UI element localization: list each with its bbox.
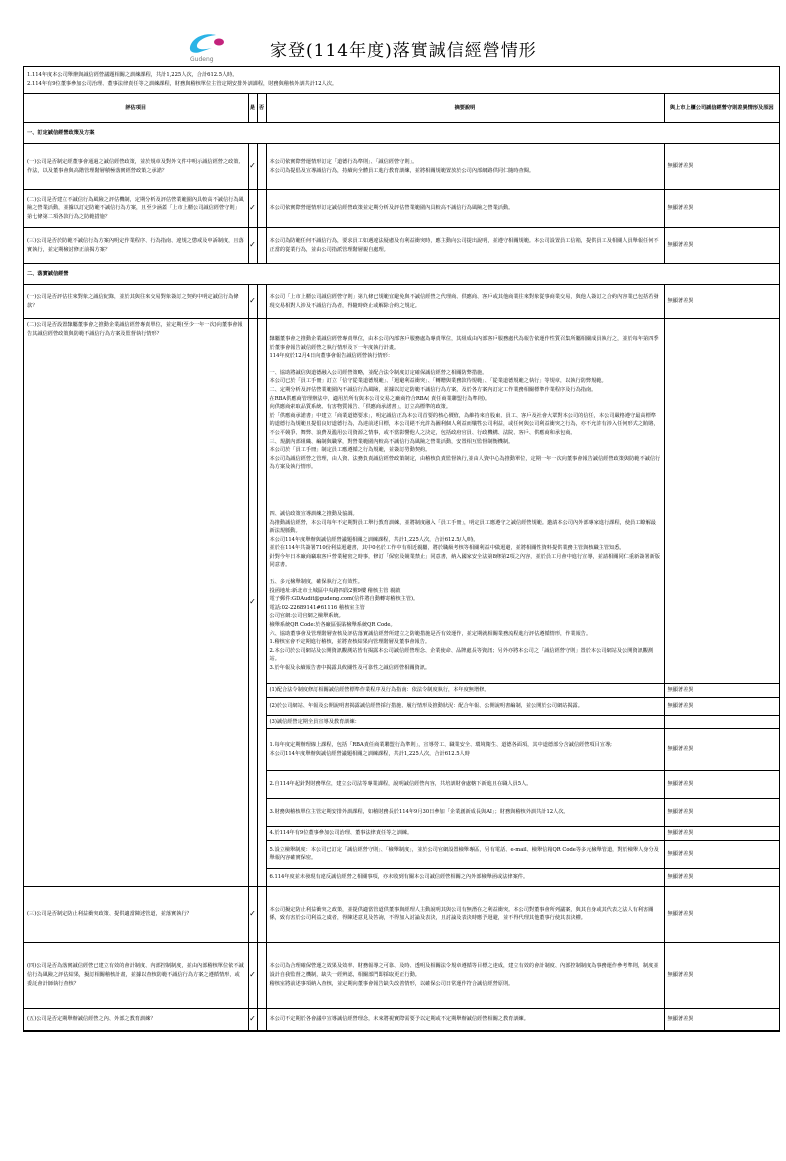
header-yes: 是 [248,94,257,123]
item-cell: (二)公司是否建立不誠信行為風險之評估機制，定期分析及評估營業範圍內具較高不誠信行為風險之營業活動，並據以訂定防範不誠信行為方案，且至少涵蓋「上市上櫃公司誠信經營守則」第七條第二項各款行為之防範措施？ [24,190,248,228]
spacer [270,361,661,369]
yes-check-icon: ✓ [248,190,257,228]
desc-cell [266,190,664,228]
table-row [24,144,779,190]
item-cell: (三)公司是否制定防止利益衝突政策、提供適當陳述管道，並落實執行？ [24,886,248,942]
page-title: 家登(114年度)落實誠信經營情形 [270,41,537,61]
item-cell: (二)公司是否設置隸屬董事會之推動企業誠信經營專責單位，並定期(至少一年一次)向董事會報告其誠信經營政策與防範不誠信行為方案及監督執行情形？ [24,319,248,887]
desc-cell: 3.財務與稽核單位主管定期安排外訓課程，如稽財務長於114年9月30日參加「企業創新成長與AI」；財務與稽核外訓共計12人次。 [266,799,664,827]
header-diff: 與上市上櫃公司誠信經營守則差異情形及原因 [664,94,779,123]
desc-paragraph: 本公司擬定防止利益衝突之政策，並提供適當管道供董事與經理人主動說明其與公司有無潛在之利益衝突。本公司對董事會所列議案，與其自身或其代表之法人有利害關係，致有害於公司利益之虞者，得陳述意見及答詢，不得加入討論及表決，且討論及表決時應予迴避，並不得代理其他董事行使其表決權。 [269,906,654,922]
desc-paragraph: 一、協助將誠信與道德融入公司經營策略，並配合法令制度訂定確保誠信經營之相關防弊措施。 [269,369,488,376]
desc-cell [266,228,664,264]
header-desc: 摘要說明 [266,94,664,123]
table-header-row [24,94,779,123]
table-row [24,319,779,684]
item-cell: (五)公司是否定期舉辦誠信經營之內、外部之教育訓練？ [24,1008,248,1030]
section-title: 二、落實誠信經營 [24,264,779,285]
desc-cell: 6.114年度並未發現有違反誠信經營之相關事項，亦未收到有關本公司誠信經營相關之內外部檢舉函或法律案件。 [266,868,664,886]
spacer [270,673,661,681]
no-cell [257,1008,266,1030]
diff-cell: 無顯著差異 [664,886,779,942]
desc-cell [266,285,664,319]
item-cell: (四)公司是否為落實誠信經營已建立有效的會計制度、內部控制制度，並由內部稽核單位依不誠信行為風險之評估結果，擬訂相關稽核計畫，並據以查核防範不誠信行為方案之遵循情形，或委託會計師執行查核？ [24,942,248,1008]
desc-paragraph: 四、誠信政策宣導訓練之推動及協調。 [269,510,358,517]
diff-cell: 無顯著差異 [664,868,779,886]
intro-line: 2.114年有9位董事參加公司治理、董事法律責任等之訓練課程，財務與稽核單位主管定期安排外訓課程，財務與稽核外訓共計12人次。 [27,80,338,87]
header-item: 評估項目 [24,94,248,123]
desc-paragraph: 隸屬董事會之推動企業誠信經營專責單位，由本公司內部客戶服務處為專責單位，其組成由內部客戶服務處代為報告依運作性質召集所屬相關成員執行之，並於每年第四季於董事會報告誠信經營之執行情形及下一年度執行計畫。 [269,336,659,351]
desc-paragraph: 投函地址:新北市土城區中央路四段2號9樓 稽核主管 親啟 [269,587,401,594]
desc-cell: (2)於公司網站、年報及公開說明書揭露誠信經營採行措施、履行情形及推動狀況：配合年報、公開說明書編制，並公開於公司網站揭露。 [266,697,664,715]
desc-paragraph: 三、規劃內部組織、編制與職掌，對營業範圍內較高不誠信行為風險之營業活動，安置相互監督制衡機制。 [269,438,514,445]
diff-cell: 無顯著差異 [664,729,779,771]
diff-cell: 無顯著差異 [664,683,779,697]
desc-paragraph: 於「供應商承諾書」中建立「商業道德要求」，明定誠信正為本公司首要的核心價值，為維持來自股東、員工、客戶及社會大眾對本公司的信任，本公司嚴格遵守最高標準的道德行為規範且提倡良好道德行為，為達前述目標，本公司絕不允許為圖利個人利益而犧牲公司利益，或任何與公司利益衝突之行為，亦不允許有涉入任何形式之賄賂，不公平競爭、舞弊、浪費及濫用公司資源之情事，或不當影響他人之決定，包括政府官員、行政機構、法院、客戶、供應商和承包商。 [269,412,659,436]
diff-cell: 無顯著差異 [664,799,779,827]
table-row [24,285,779,319]
table-row [24,886,779,942]
desc-paragraph: 並於在114年共簽署710份利益迴避書，其中0名於工作中有相近親屬，將於職級考核等相關利益中做迴避，並將相關性資料提供業務主管與核職主管知悉。 [269,545,625,552]
table-row [24,1008,779,1030]
item-cell: (三)公司是否於防範不誠信行為方案內明定作業程序、行為指南、違規之懲戒及申訴制度，且落實執行，並定期檢討修正前揭方案？ [24,228,248,264]
diff-cell: 無顯著差異 [664,840,779,868]
desc-paragraph: 在RBA供應商管理辦法中，適用於所有與本公司交易之廠商符合RBA( 責任商業聯盟行為準則)。 [269,395,491,402]
desc-cell: (1)配合法令制度修訂相關誠信經營標準作業程序及行為指南：依法令制度執行，本年度無增修。 [266,683,664,697]
desc-cell: 1.每年度定期辦理線上課程，包括「RBA責任商業聯盟行為準則」，宣導勞工、職業安全、環境衛生、道德各面項，其中道德部分含誠信經營項目宣導; 本公司114年度舉辦與誠信經營議題相關之訓練課程，共計1,225人次，合計612.5人時 [266,729,664,771]
no-cell [257,886,266,942]
desc-paragraph: 向供應商索取品質系統、有害物質報告、「供應商承諾書」，訂立高標準的政策。 [269,404,452,411]
yes-check-icon: ✓ [248,319,257,887]
desc-paragraph: 本公司「上市上櫃公司誠信經營守則」第九條已規範宜避免與不誠信經營之代理商、供應商、客戶或其他商業往來對象從事商業交易，與他人簽訂之合約內容業已包括若發現交易相對人涉及不誠信行為者，得隨時終止或解除合約之規定。 [269,293,659,309]
diff-cell: 無顯著差異 [664,190,779,228]
desc-cell: 5.設立檢舉制度：本公司已訂定「誠信經營守則」、「檢舉制度」，並於公司官網設置檢舉專區，另有電話、e-mail、檢舉信箱QR Code等多元檢舉管道，對於檢舉人身分及舉報內容確實保密。 [266,840,664,868]
header-no: 否 [257,94,266,123]
diff-cell: 無顯著差異 [664,827,779,841]
no-cell [257,190,266,228]
diff-cell: 無顯著差異 [664,697,779,715]
desc-paragraph: 1.稽核室會不定期進行稽核，並將查核結果向管理階層及董事會報告。 [269,639,431,646]
desc-paragraph: 本公司依實際營運情形訂定「道德行為準則」、「誠信經營守則」。 [269,158,418,165]
desc-paragraph: 為推動誠信經營，本公司每年不定期對員工舉行教育訓練，並將制度融入「員工手冊」，明定員工應遵守之誠信經營規範。邀請本公司內外部專家進行課程，使員工瞭解最新法規脈動。 [269,519,656,535]
desc-paragraph: 稽核室將前述事項納入查核，並定期向董事會報告缺失改善情形，以確保公司日常運作符合誠信經營原則。 [269,980,514,987]
item-cell: (一)公司是否評估往來對象之誠信紀錄，並於其與往來交易對象簽訂之契約中明定誠信行為條款？ [24,285,248,319]
table-row [24,942,779,1008]
desc-paragraph: 本公司不定期於各會議中宣導誠信經營理念，未來將視實際需要予以定期或不定期舉辦誠信經營相關之教育訓練。 [269,1015,529,1022]
section-row [24,123,779,144]
desc-paragraph: 檢舉系統QR Code:於各廠區張貼檢舉系統QR Code。 [269,622,396,629]
section-title: 一、訂定誠信經營政策及方案 [24,123,779,144]
section-row [24,264,779,285]
desc-paragraph: 本公司為合理確保營運之效果及效率、財務報導之可靠、及時、透明及相關法令規章遵循等目標之達成，建立有效的會計制度、內部控制制度為事務運作參考準則，制度並設計自我監督之機制，缺失一經辨認，相關部門即採取更正行動。 [269,963,659,978]
desc-paragraph: 本公司為誠信經營之管理，由人資、法務負責誠信經營政策制定，由稽核負責監督執行,並由人資中心為推動單位，定期一年一次向董事會報告誠信經營政策與防範不誠信行為方案及執行情形。 [269,455,661,471]
desc-paragraph: 本公司依實際營運情形訂定誠信經營政策並定期分析及評估營業範圍內具較高不誠信行為風險之營業活動。 [269,205,514,212]
intro-summary [24,67,779,94]
no-cell [257,942,266,1008]
svg-text:Gudeng: Gudeng [190,56,214,63]
desc-paragraph: 二、定期分析及評估營業範圍內不誠信行為風險，並據以訂定防範不誠信行為方案，及於各方案內訂定工作業務相關標準作業程序及行為指南。 [269,386,597,393]
desc-cell [266,319,664,684]
desc-paragraph [270,570,661,578]
no-cell [257,144,266,190]
intro-line: 1.114年度本公司舉辦與誠信經營議題相關之訓練課程，共計1,225人次，合計612.5人時。 [27,72,238,78]
diff-cell [664,715,779,729]
desc-cell [266,144,664,190]
desc-cell [266,886,664,942]
desc-paragraph: 本公司114年度舉辦與誠信經營議題相關之訓練課程，共計1,225人次，合計612.5/人/時。 [269,536,479,543]
desc-paragraph: 本公司為防範任何不誠信行為，要求員工如遇違法疑慮及有利益衝突時，應主動向公司提出說明，並遵守相關規範。本公司設置員工信箱，提供員工及相關人員舉報任何不正當的從業行為，並由公司指派管理階層親自處理。 [269,237,659,253]
desc-paragraph: 電話:02-22689141#61116 稽核室主管 [269,604,365,611]
item-cell: (一)公司是否制定經董事會通過之誠信經營政策，並於規章及對外文件中明示誠信經營之政策、作法，以及董事會與高階管理階層積極落實經營政策之承諾？ [24,144,248,190]
desc-cell [266,942,664,1008]
table-row [24,228,779,264]
desc-paragraph: 3.於年報及永續報告書中揭露具攸關性及可靠性之誠信經營相關資訊。 [269,665,431,671]
spacer [270,321,661,335]
desc-paragraph: 公司官網:公司官網之檢舉系統。 [269,613,344,620]
desc-cell: 4.於114年有9位董事參加公司治理、董事法律責任等之訓練。 [266,827,664,841]
table-row [24,190,779,228]
diff-cell: 無顯著差異 [664,285,779,319]
yes-check-icon: ✓ [248,942,257,1008]
desc-paragraph: 六、協助董事會及管理階層查核及評估落實誠信經營所建立之防範措施是否有效運作，並定期就相關業務流程進行評估遵循情形，作業報告。 [269,630,592,637]
yes-check-icon: ✓ [248,228,257,264]
no-cell [257,319,266,887]
yes-check-icon: ✓ [248,285,257,319]
desc-paragraph: 電子郵件:GDAudit@gudeng.com(信件將自動轉寄稽核主管)。 [269,596,419,603]
desc-cell: (3)誠信經營定期全員宣導及教育訓練： [266,715,664,729]
desc-paragraph: 五、多元檢舉制度，確保執行之有效性。 [269,579,363,586]
diff-cell: 無顯著差異 [664,942,779,1008]
desc-cell [266,1008,664,1030]
yes-check-icon: ✓ [248,1008,257,1030]
desc-paragraph: 針對今年日本廠商竊取客戶營業秘密之時事，修訂「保密及競業禁止」同意書，納入國家安全法第8條第2項之內容，並於員工月會中進行宣導，並請相關同仁重新簽署新版同意書。 [269,553,660,569]
desc-paragraph: 114年度於12月4日向董事會報告誠信經營執行情形： [269,353,394,360]
diff-cell: 無顯著差異 [664,771,779,799]
yes-check-icon: ✓ [248,886,257,942]
desc-cell: 2.自114年起針對財務單位，建立公司法等專業課程，說明誠信經營內容，共培訓財會處轄下新進且在職人員5人。 [266,771,664,799]
diff-cell: 無顯著差異 [664,1008,779,1030]
diff-cell: 無顯著差異 [664,228,779,264]
page-header [0,0,786,66]
yes-check-icon: ✓ [248,144,257,190]
spacer [270,472,661,510]
report-sheet [23,66,780,1032]
desc-paragraph: 2.本公司於公司網站及公開資訊觀測站皆有揭露本公司誠信經營理念、企業使命、品牌處長等資訊；另外亦將本公司之「誠信經營守則」置於本公司網站及公開資訊觀測站。 [269,647,654,663]
gudeng-logo [186,30,234,64]
diff-cell [664,319,779,684]
no-cell [257,285,266,319]
desc-paragraph: 本公司已於「員工手冊」訂立「信守從業道德規範」、「迴避利益衝突」、「轉贈與業務款待規範」、「從業道德規範之執行」等規章，以執行防弊規範。 [269,378,607,385]
desc-paragraph: 本公司為提倡及宣導誠信行為，持續向全體員工進行教育訓練，並將相關規範置放於公司內部網路供同仁隨時查閱。 [269,167,535,174]
no-cell [257,228,266,264]
integrity-table [24,94,779,1031]
diff-cell: 無顯著差異 [664,144,779,190]
desc-paragraph: 本公司於「員工手冊」制定員工應遵循之行為規範，並簽訂勞動契約。 [269,447,431,454]
